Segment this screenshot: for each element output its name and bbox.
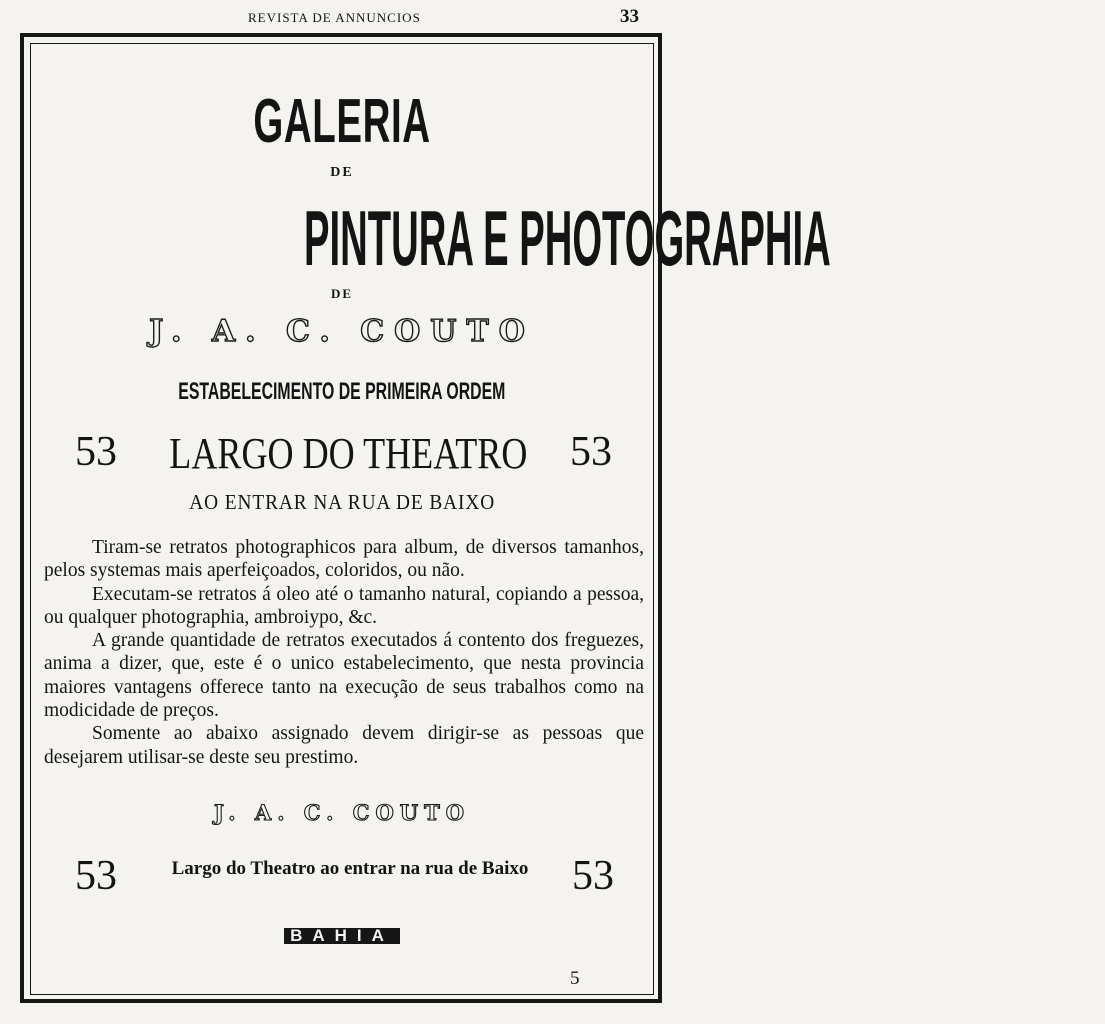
advert-de-2: DE (330, 286, 354, 301)
street-number-right: 53 (570, 429, 612, 475)
advert-subheading: PINTURA E PHOTOGRAPHIA (304, 194, 831, 282)
establishment-line: ESTABELECIMENTO DE PRIMEIRA ORDEM (178, 378, 506, 405)
running-title: REVISTA DE ANNUNCIOS (248, 10, 421, 25)
address-line (30, 852, 654, 908)
paragraph-portraits: Tiram-se retratos photographicos para album, de diversos tamanhos, pelos systemas mais aperfeiçoados, coloridos, ou não. (44, 537, 644, 582)
signature-mark: 5 (570, 968, 580, 989)
paragraph-advantages: A grande quantidade de retratos executados á contento dos freguezes, anima a dizer, que, este é o unico estabelecimento, que nesta provincia maiores vantagens offerece tanto na execução de seus trabalhos como na modicidade de preços. (44, 630, 644, 722)
city-label: BAHIA (30, 926, 654, 946)
street-name: LARGO DO THEATRO (169, 429, 528, 478)
page-number: 33 (620, 6, 639, 27)
running-head (0, 8, 696, 32)
paragraph-contact: Somente ao abaixo assignado devem dirigir-se as pessoas que desejarem utilisar-se deste seu prestimo. (44, 723, 644, 768)
paragraph-oil-portraits: Executam-se retratos á oleo até o tamanho natural, copiando a pessoa, ou qualquer photographia, ambroiypo, &c. (44, 583, 644, 628)
street-number-left: 53 (75, 429, 117, 475)
street-line (30, 428, 654, 476)
advert-heading: GALERIA (253, 87, 431, 156)
signature-ornamental: J. A. C. COUTO (213, 800, 471, 825)
address-number-right: 53 (572, 853, 614, 899)
advert-de-1: DE (330, 165, 354, 180)
address-text: Largo do Theatro ao entrar na rua de Baixo (171, 858, 529, 879)
address-number-left: 53 (75, 853, 117, 899)
location-note: AO ENTRAR NA RUA DE BAIXO (189, 490, 495, 514)
proprietor-ornamental-name: J. A. C. COUTO (149, 314, 535, 349)
advert-body (44, 536, 644, 769)
